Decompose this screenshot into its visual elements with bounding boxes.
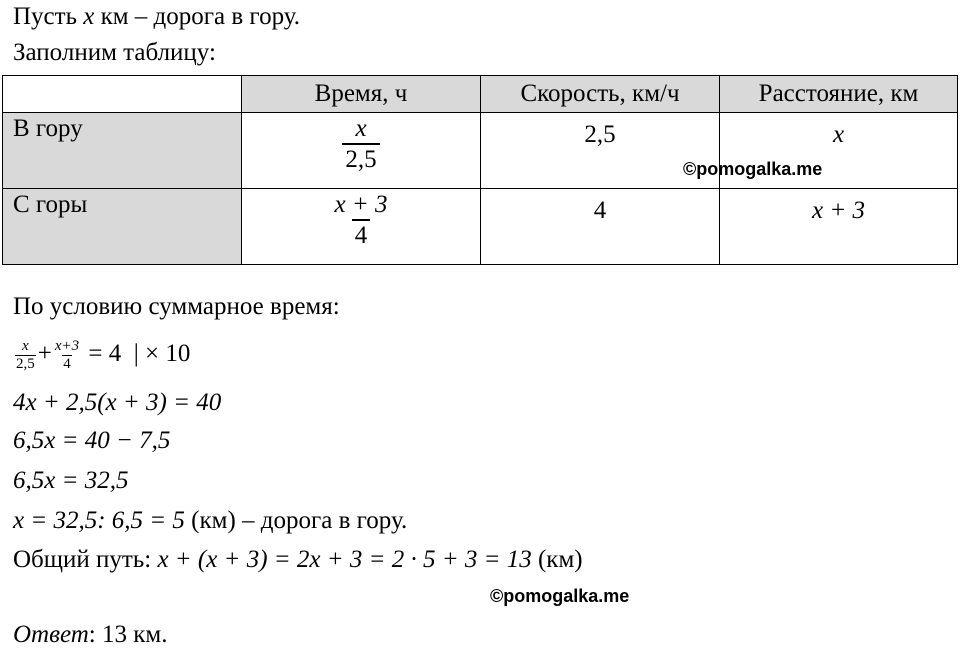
time-uphill [242,113,481,189]
distance-uphill: x [720,113,958,189]
watermark-bottom: ©pomogalka.me [490,586,630,606]
distance-downhill: x + 3 [720,189,958,265]
table-row-downhill [3,189,958,265]
eq1-fraction-2-numerator: x+3 [54,337,80,354]
intro-line-1 [13,2,300,32]
time-uphill-fraction [342,115,379,175]
eq1-rest: = 4 | × 10 [88,340,191,367]
answer-line [13,620,167,650]
eq5-math: x = 32,5: 6,5 = 5 [13,507,185,534]
eq5-text: (км) – дорога в гору. [191,507,408,534]
time-uphill-denominator: 2,5 [342,143,379,175]
total-distance-line [13,545,583,575]
time-downhill-fraction [332,191,391,251]
equation-2: 4x + 2,5(x + 3) = 40 [13,389,222,416]
table-header-distance: Расстояние, км [720,76,958,113]
equation-4: 6,5x = 32,5 [13,467,129,494]
condition-text: По условию суммарное время: [13,293,340,320]
table-header-speed: Скорость, км/ч [481,76,720,113]
time-uphill-numerator: x [355,115,367,142]
speed-uphill: 2,5 [481,113,720,189]
eq1-fraction-1-denominator: 2,5 [16,355,35,372]
variable-x: x [83,3,95,30]
eq1-fraction-2-denominator: 4 [63,355,71,372]
table-header-time: Время, ч [242,76,481,113]
watermark-table: ©pomogalka.me [683,159,823,179]
table-header-row [3,76,958,113]
equation-5 [13,506,407,536]
speed-downhill: 4 [481,189,720,265]
equation-3: 6,5x = 40 − 7,5 [13,427,171,454]
total-unit: (км) [537,546,583,573]
eq1-fraction-2 [54,338,80,373]
eq1-fraction-1 [15,338,36,373]
eq1-fraction-1-numerator: x [22,337,29,354]
answer-text: : 13 км. [88,621,168,648]
intro-line-1-pre: Пусть [13,3,77,30]
eq1-plus: + [37,340,52,367]
answer-label: Ответ [13,621,89,648]
time-downhill-denominator: 4 [352,219,371,251]
row-label-downhill: С горы [3,189,242,265]
time-downhill [242,189,481,265]
row-label-uphill: В гору [3,113,242,189]
equation-1 [13,330,190,378]
time-downhill-numerator: x + 3 [334,191,388,218]
intro-line-2: Заполним таблицу: [13,39,216,66]
table-header-empty [3,76,242,113]
total-math: x + (x + 3) = 2x + 3 = 2 · 5 + 3 = 13 [157,546,532,573]
total-label: Общий путь: [13,546,152,573]
intro-line-1-post: км – дорога в гору. [100,3,300,30]
